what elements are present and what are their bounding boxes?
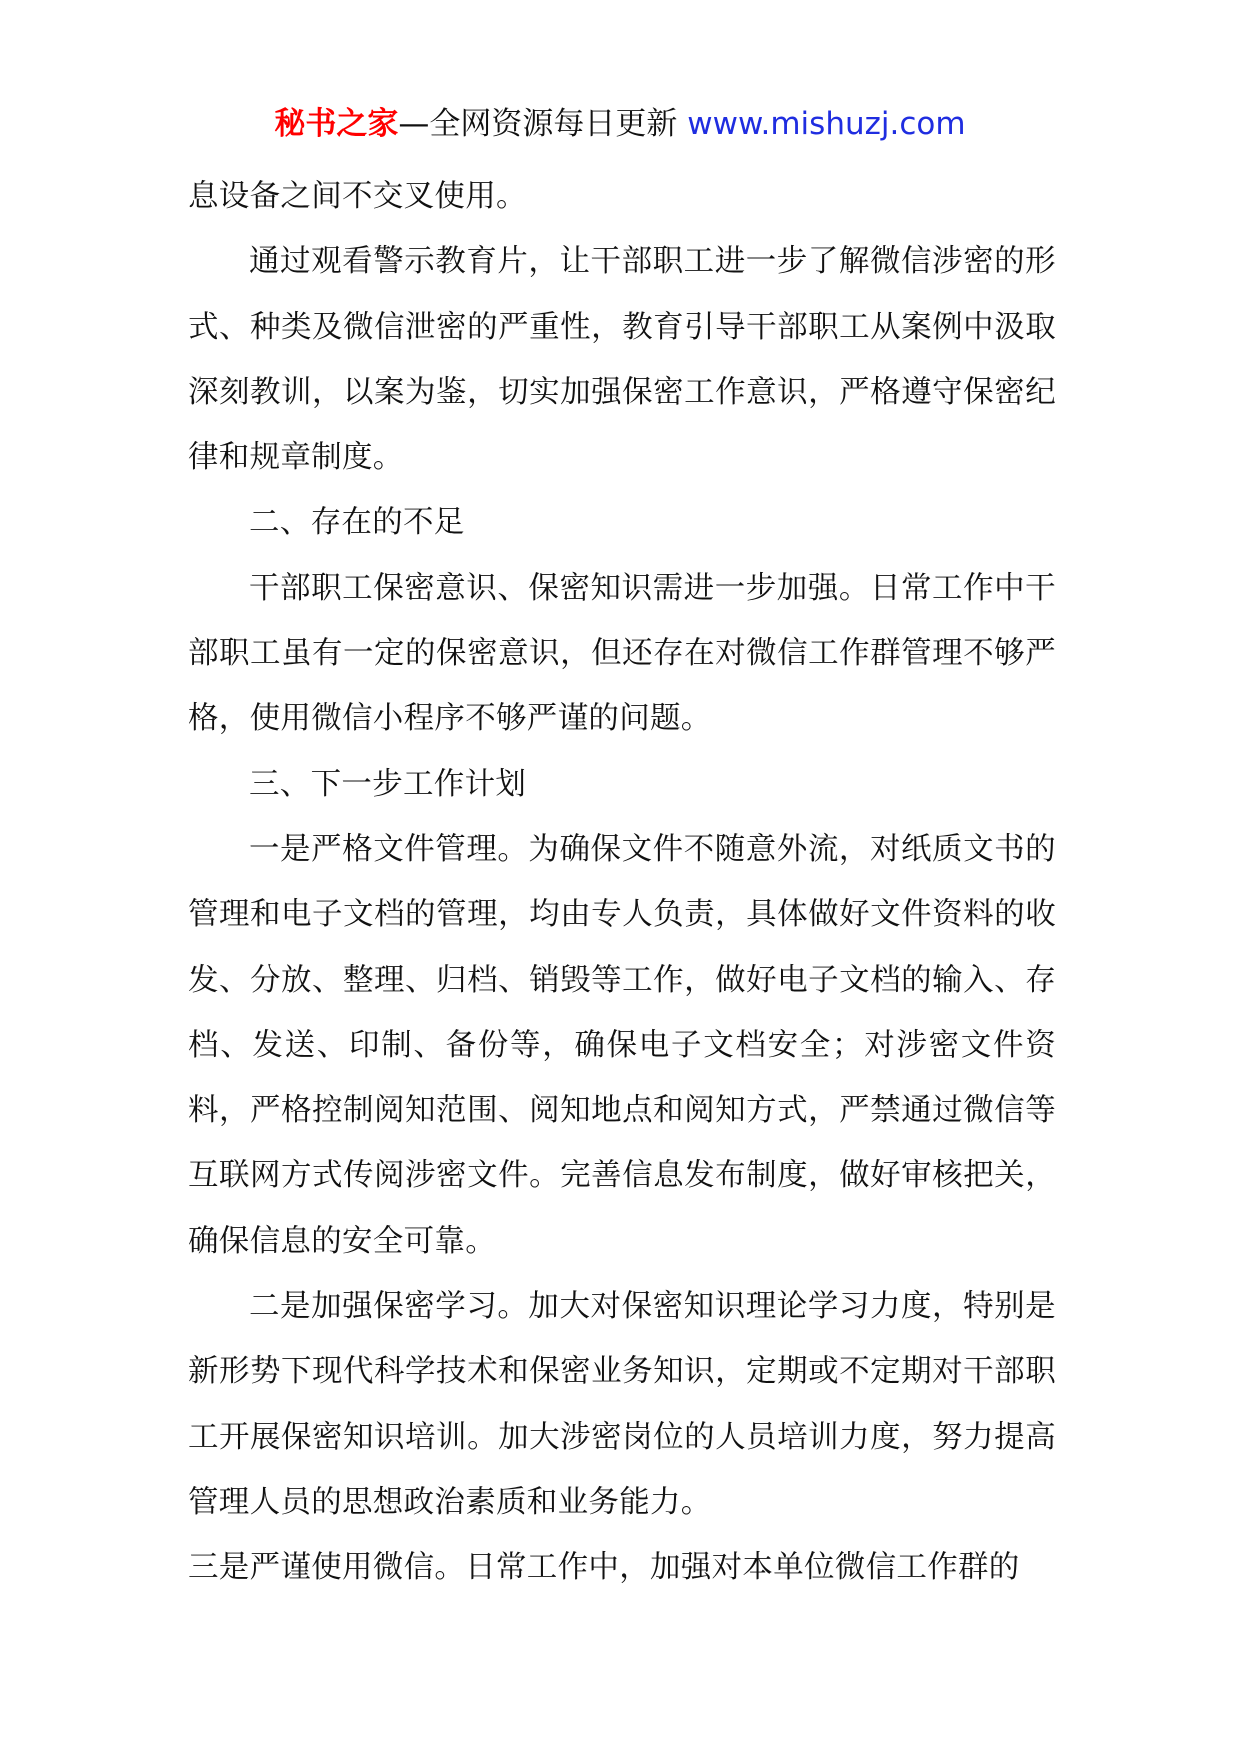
- section-heading: 三、下一步工作计划: [249, 766, 527, 802]
- paragraph: 息设备之间不交叉使用。: [188, 179, 527, 214]
- page-header: [0, 100, 1240, 148]
- section-heading: 二、存在的不足: [249, 505, 465, 541]
- document-body: [188, 164, 1056, 1601]
- paragraph: 一是严格文件管理。为确保文件不随意外流，对纸质文书的管理和电子文档的管理，均由专人负责，具体做好文件资料的收发、分放、整理、归档、销毁等工作，做好电子文档的输入、存档、发送、印制、备份等，确保电子文档安全；对涉密文件资料，严格控制阅知范围、阅知地点和阅知方式，严禁通过微信等互联网方式传阅涉密文件。完善信息发布制度，做好审核把关，确保信息的安全可靠。: [188, 831, 1056, 1259]
- paragraph: 干部职工保密意识、保密知识需进一步加强。日常工作中干部职工虽有一定的保密意识，但还存在对微信工作群管理不够严格，使用微信小程序不够严谨的问题。: [188, 570, 1056, 737]
- paragraph: 三是严谨使用微信。日常工作中，加强对本单位微信工作群的: [188, 1550, 1020, 1586]
- paragraph: 通过观看警示教育片，让干部职工进一步了解微信涉密的形式、种类及微信泄密的严重性，教育引导干部职工从案例中汲取深刻教训，以案为鉴，切实加强保密工作意识，严格遵守保密纪律和规章制度。: [188, 244, 1056, 476]
- header-brand: 秘书之家: [274, 106, 399, 142]
- header-site-link[interactable]: www.mishuzj.com: [687, 106, 966, 142]
- paragraph: 二是加强保密学习。加大对保密知识理论学习力度，特别是新形势下现代科学技术和保密业务知识，定期或不定期对干部职工开展保密知识培训。加大涉密岗位的人员培训力度，努力提高管理人员的思想政治素质和业务能力。: [188, 1289, 1056, 1520]
- header-slogan: —全网资源每日更新: [398, 106, 688, 142]
